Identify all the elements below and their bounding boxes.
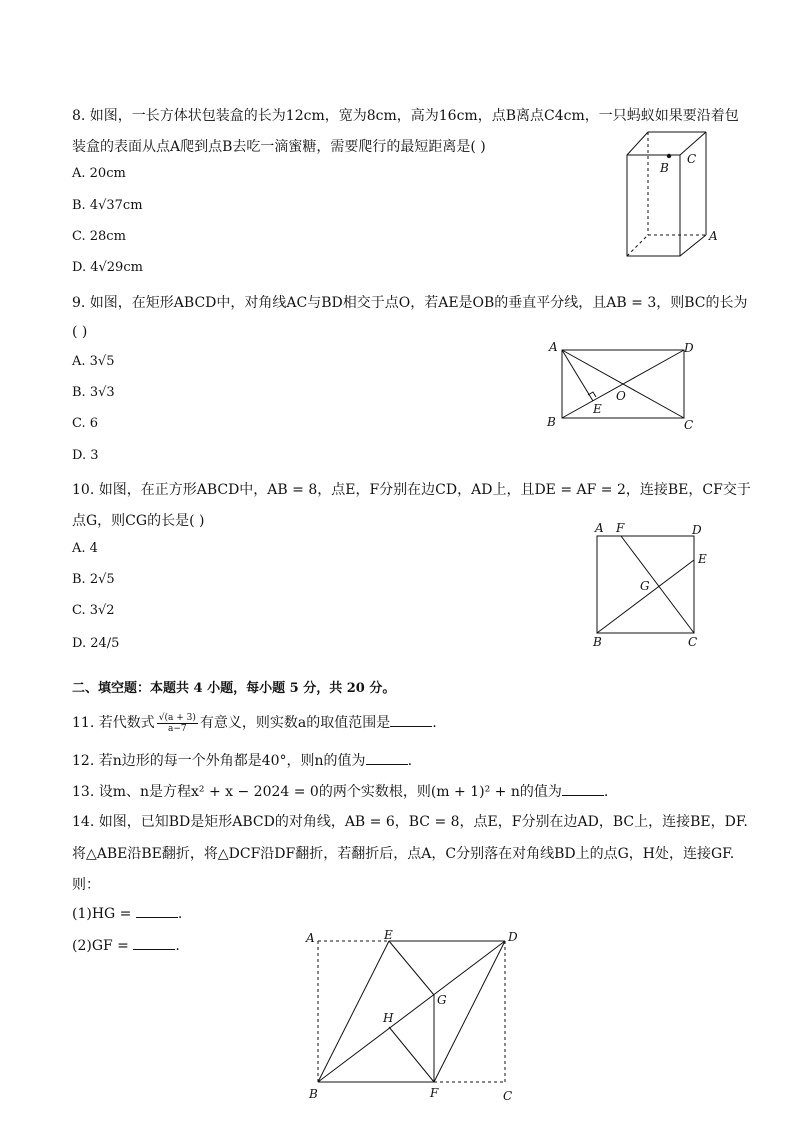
q10-option-a: A. 4: [72, 541, 98, 556]
q14-label-a: A: [306, 931, 315, 945]
q13-line: [72, 781, 608, 801]
q8-option-b: B. 4√37cm: [72, 198, 143, 213]
q12-text: 12. 若n边形的每一个外角都是40°，则n的值为: [72, 753, 366, 769]
section-2-heading: 二、填空题：本题共 4 小题，每小题 5 分，共 20 分。: [72, 681, 396, 696]
q10-label-d: D: [692, 523, 702, 537]
q10-option-b: B. 2√5: [72, 572, 115, 587]
q14-label-f: F: [430, 1086, 439, 1100]
q12-line: [72, 750, 412, 770]
q9-option-d: D. 3: [72, 448, 99, 463]
q13-end: .: [603, 784, 609, 800]
q9-rectangle-figure: [540, 338, 700, 438]
q14-label-h: H: [383, 1011, 394, 1025]
q9-label-d: D: [684, 341, 694, 355]
q9-line2: ( ): [72, 324, 88, 340]
q11-line: [72, 712, 437, 734]
q10-label-e: E: [698, 552, 707, 566]
q11-before: 11. 若代数式: [72, 715, 155, 731]
q13-text: 13. 设m、n是方程x² + x − 2024 = 0的两个实数根，则(m + 1)² + n的值为: [72, 784, 562, 800]
q12-answer-blank[interactable]: [366, 752, 408, 765]
q14-fold-figure: [295, 925, 525, 1110]
q14-sub2: [72, 937, 180, 954]
q10-line2: 点G，则CG的长是( ): [72, 513, 205, 529]
q10-label-g: G: [640, 579, 650, 593]
q13-answer-blank[interactable]: [562, 783, 604, 796]
q8-label-c: C: [687, 152, 697, 166]
q14-sub1-answer-blank[interactable]: [136, 905, 178, 918]
q9-label-a: A: [549, 340, 558, 354]
q8-box-figure: [620, 125, 730, 265]
q14-sub1: [72, 905, 182, 922]
q14-label-d: D: [508, 930, 518, 944]
q14-label-e: E: [384, 928, 393, 942]
q11-fraction: [157, 713, 198, 734]
q14-label-b: B: [309, 1087, 318, 1101]
q9-option-a: A. 3√5: [72, 354, 115, 369]
q14-sub2-end: .: [175, 938, 180, 954]
q14-sub2-answer-blank[interactable]: [133, 937, 175, 950]
q9-label-e: E: [593, 402, 602, 416]
q14-line3: 则：: [72, 877, 100, 893]
q14-line2: 将△ABE沿BE翻折，将△DCF沿DF翻折，若翻折后，点A，C分别落在对角线BD上的点G，H处，连接GF.: [72, 846, 735, 862]
q10-label-b: B: [593, 635, 602, 649]
q9-label-c: C: [684, 418, 694, 432]
q8-option-a: A. 20cm: [72, 166, 126, 181]
q9-option-b: B. 3√3: [72, 385, 115, 400]
q11-fraction-numerator: √(a + 3): [158, 712, 196, 723]
q12-end: .: [407, 753, 413, 769]
q11-answer-blank[interactable]: [390, 714, 432, 727]
q9-label-o: O: [616, 389, 626, 403]
q14-sub1-end: .: [177, 906, 183, 922]
q11-fraction-denominator: a−7: [167, 723, 187, 734]
q8-option-d: D. 4√29cm: [72, 260, 143, 275]
q14-sub1-label: (1)HG =: [72, 906, 136, 922]
q10-option-d: D. 24/5: [72, 636, 120, 651]
q14-line1: 14. 如图，已知BD是矩形ABCD的对角线，AB = 6，BC = 8，点E，F分别在边AD，BC上，连接BE，DF.: [72, 814, 748, 830]
q10-square-figure: [585, 518, 715, 653]
q11-end: .: [432, 715, 437, 731]
q8-option-c: C. 28cm: [72, 229, 126, 244]
q8-label-b: B: [660, 161, 669, 175]
q11-after: 有意义，则实数a的取值范围是: [199, 715, 391, 731]
q10-label-a: A: [595, 521, 604, 535]
q9-label-b: B: [547, 415, 556, 429]
q8-line1: 8. 如图，一长方体状包装盒的长为12cm，宽为8cm，高为16cm，点B离点C4cm，一只蚂蚁如果要沿着包: [72, 108, 739, 124]
q10-line1: 10. 如图，在正方形ABCD中，AB = 8，点E，F分别在边CD，AD上，且DE = AF = 2，连接BE，CF交于: [72, 482, 751, 498]
q14-label-g: G: [437, 993, 447, 1007]
q14-label-c: C: [503, 1089, 513, 1103]
q9-option-c: C. 6: [72, 416, 99, 431]
q8-line2: 装盒的表面从点A爬到点B去吃一滴蜜糖，需要爬行的最短距离是( ): [72, 139, 486, 155]
q10-option-c: C. 3√2: [72, 603, 115, 618]
q10-label-c: C: [688, 635, 698, 649]
q10-label-f: F: [616, 521, 625, 535]
q8-label-a: A: [709, 229, 718, 243]
q9-line1: 9. 如图，在矩形ABCD中，对角线AC与BD相交于点O，若AE是OB的垂直平分线，且AB = 3，则BC的长为: [72, 295, 748, 311]
q14-sub2-label: (2)GF =: [72, 938, 134, 954]
